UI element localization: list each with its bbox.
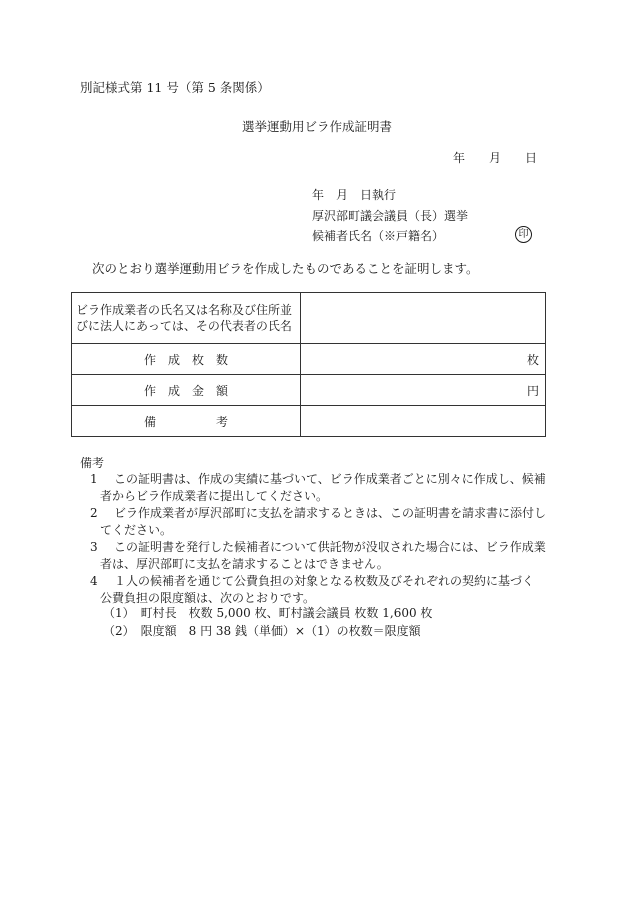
note-sub-item-2: （2） 限度額 8 円 38 銭（単価）×（1）の枚数＝限度額	[103, 624, 421, 638]
certificate-table	[71, 292, 546, 437]
issue-date-line: 年 月 日	[453, 151, 538, 165]
table-row	[72, 344, 546, 375]
table-row	[72, 406, 546, 437]
seal-mark: 印	[515, 226, 532, 243]
candidate-name-label: 候補者氏名（※戸籍名）	[312, 229, 445, 243]
table-row	[72, 375, 546, 406]
remarks-label: 備 考	[72, 406, 301, 437]
vendor-value[interactable]	[301, 293, 546, 344]
amount-unit[interactable]: 円	[301, 375, 546, 406]
note-item: 4 １人の候補者を通じて公費負担の対象となる枚数及びそれぞれの契約に基づく 公費負担の限度額は、次のとおりです。	[90, 574, 535, 605]
table-row	[72, 293, 546, 344]
vendor-label: ビラ作成業者の氏名又は名称及び住所並びに法人にあっては、その代表者の氏名	[72, 293, 301, 344]
remarks-value[interactable]	[301, 406, 546, 437]
note-item: 3 この証明書を発行した候補者について供託物が没収された場合には、ビラ作成業 者は、厚沢部町に支払を請求することはできません。	[90, 540, 546, 571]
form-number: 別記様式第 11 号（第 5 条関係）	[80, 80, 270, 95]
note-item: 1 この証明書は、作成の実績に基づいて、ビラ作成業者ごとに別々に作成し、候補 者からビラ作成業者に提出してください。	[90, 472, 546, 503]
election-name: 厚沢部町議会議員（長）選挙	[312, 209, 469, 223]
certification-statement: 次のとおり選挙運動用ビラを作成したものであることを証明します。	[92, 261, 479, 276]
election-date: 年 月 日執行	[312, 188, 397, 202]
quantity-unit[interactable]: 枚	[301, 344, 546, 375]
document-title: 選挙運動用ビラ作成証明書	[242, 119, 393, 134]
note-item: 2 ビラ作成業者が厚沢部町に支払を請求するときは、この証明書を請求書に添付し てください。	[90, 506, 547, 537]
amount-label: 作 成 金 額	[72, 375, 301, 406]
notes-heading: 備考	[80, 456, 105, 470]
quantity-label: 作 成 枚 数	[72, 344, 301, 375]
note-sub-item-1: （1） 町村長 枚数 5,000 枚、町村議会議員 枚数 1,600 枚	[103, 606, 433, 620]
